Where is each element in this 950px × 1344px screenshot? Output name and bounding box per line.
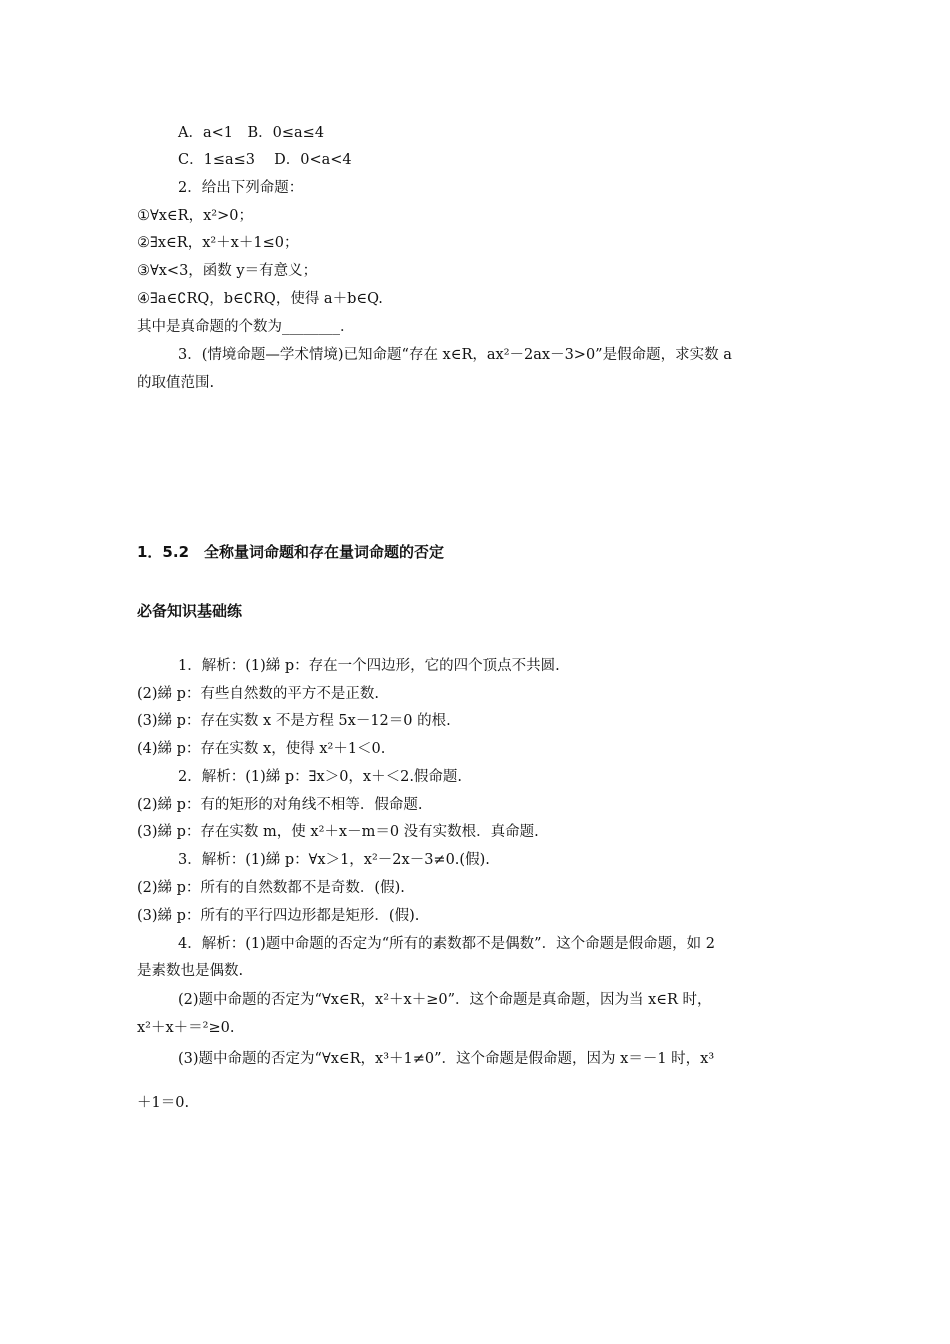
question-3-line-2: 的取值范围. (137, 375, 215, 391)
option-line-cd: C．1≤a≤3 D．0<a<4 (178, 152, 352, 168)
answer-1-2: (2)綈 p：有些自然数的平方不是正数. (137, 686, 380, 702)
option-line-ab: A．a<1 B．0≤a≤4 (178, 125, 325, 141)
answer-2-1: 2．解析：(1)綈 p：∃x＞0，x＋＜2.假命题. (178, 769, 463, 785)
answer-3-2: (2)綈 p：所有的自然数都不是奇数．(假). (137, 880, 405, 896)
answer-4-2a: (2)题中命题的否定为“∀x∈R，x²＋x＋≥0”．这个命题是真命题，因为当 x∈R 时， (178, 992, 712, 1008)
answer-1-3: (3)綈 p：存在实数 x 不是方程 5x－12＝0 的根. (137, 713, 451, 729)
answer-4-1b: 是素数也是偶数. (137, 963, 244, 979)
proposition-4: ④∃a∈∁RQ，b∈∁RQ，使得 a＋b∈Q. (137, 291, 383, 307)
answer-3-1: 3．解析：(1)綈 p：∀x＞1，x²－2x－3≠0.(假). (178, 852, 490, 868)
question-3-line-1: 3．(情境命题—学术情境)已知命题“存在 x∈R，ax²－2ax－3>0”是假命题，求实数 a (178, 347, 732, 363)
answer-4-3a: (3)题中命题的否定为“∀x∈R，x³＋1≠0”．这个命题是假命题，因为 x＝－1 时，x³ (178, 1051, 715, 1067)
answer-2-3: (3)綈 p：存在实数 m，使 x²＋x－m＝0 没有实数根．真命题. (137, 824, 539, 840)
subsection-title: 必备知识基础练 (137, 602, 243, 620)
answer-4-1a: 4．解析：(1)题中命题的否定为“所有的素数都不是偶数”．这个命题是假命题，如 2 (178, 936, 715, 952)
answer-4-2b: x²＋x＋＝²≥0. (137, 1020, 235, 1036)
question-2-blank: 其中是真命题的个数为________． (137, 319, 355, 335)
section-title: 1．5.2 全称量词命题和存在量词命题的否定 (137, 543, 445, 561)
proposition-2: ②∃x∈R，x²＋x＋1≤0； (137, 235, 299, 251)
answer-2-2: (2)綈 p：有的矩形的对角线不相等．假命题. (137, 797, 423, 813)
answer-1-1: 1．解析：(1)綈 p：存在一个四边形，它的四个顶点不共圆. (178, 658, 560, 674)
proposition-3: ③∀x<3，函数 y＝有意义； (137, 263, 318, 279)
answer-4-3b: ＋1＝0. (137, 1095, 190, 1111)
proposition-1: ①∀x∈R，x²>0； (137, 208, 253, 224)
question-2-stem: 2．给出下列命题： (178, 180, 304, 196)
answer-1-4: (4)綈 p：存在实数 x，使得 x²＋1＜0. (137, 741, 386, 757)
answer-3-3: (3)綈 p：所有的平行四边形都是矩形．(假). (137, 908, 420, 924)
